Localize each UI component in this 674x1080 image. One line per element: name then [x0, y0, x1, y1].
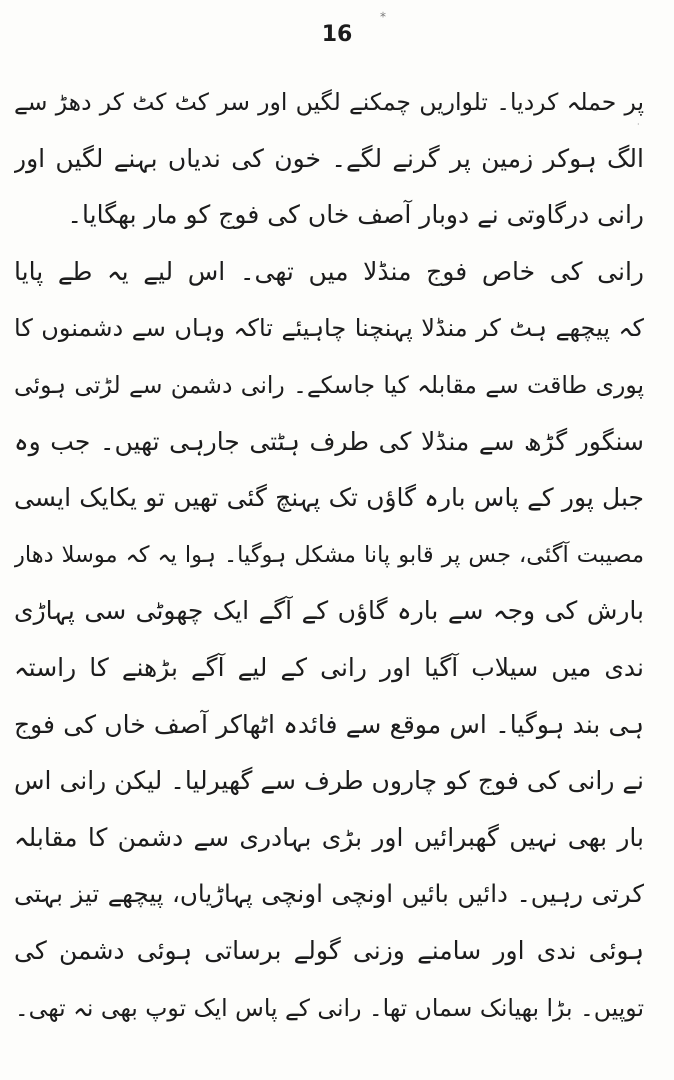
page-number: 16	[321, 22, 353, 47]
text-line: پوری طاقت سے مقابلہ کیا جاسکے۔ رانی دشمن سے لڑتی ہوئی	[14, 370, 644, 399]
text-line: بارش کی وجہ سے بارہ گاؤں کے آگے ایک چھوٹی سی پہاڑی	[14, 596, 644, 626]
text-line: پر حملہ کردیا۔ تلواریں چمکنے لگیں اور سر کٹ کٹ کر دھڑ سے	[14, 88, 644, 116]
text-line: رانی کی خاص فوج منڈلا میں تھی۔ اس لیے یہ طے پایا	[14, 256, 644, 286]
text-line: سنگور گڑھ سے منڈلا کی طرف ہٹتی جارہی تھیں۔ جب وہ	[14, 426, 644, 456]
text-line: الگ ہوکر زمین پر گرنے لگے۔ خون کی ندیاں بہنے لگیں اور	[14, 143, 644, 173]
text-line: نے رانی کی فوج کو چاروں طرف سے گھیرلیا۔ لیکن رانی اس	[14, 766, 644, 796]
text-line: رانی درگاوتی نے دوبار آصف خاں کی فوج کو مار بھگایا۔	[67, 200, 644, 230]
print-speck: ⁎	[380, 6, 386, 20]
print-speck: ·	[637, 120, 640, 129]
text-line: ہی بند ہوگیا۔ اس موقع سے فائدہ اٹھاکر آصف خاں کی فوج	[14, 709, 644, 739]
text-line: ندی میں سیلاب آگیا اور رانی کے لیے آگے بڑھنے کا راستہ	[14, 652, 644, 682]
body-text	[14, 74, 644, 1036]
text-line: جبل پور کے پاس بارہ گاؤں تک پہنچ گئی تھیں تو یکایک ایسی	[14, 483, 644, 513]
text-line: مصیبت آگئی، جس پر قابو پانا مشکل ہوگیا۔ ہوا یہ کہ موسلا دھار	[14, 541, 644, 568]
text-line: بار بھی نہیں گھبرائیں اور بڑی بہادری سے دشمن کا مقابلہ	[14, 822, 644, 852]
text-line: توپیں۔ بڑا بھیانک سماں تھا۔ رانی کے پاس ایک توپ بھی نہ تھی۔	[14, 993, 644, 1022]
text-line: کرتی رہیں۔ دائیں بائیں اونچی اونچی پہاڑیاں، پیچھے تیز بہتی	[14, 879, 644, 909]
text-line: ہوئی ندی اور سامنے وزنی گولے برساتی ہوئی دشمن کی	[14, 935, 644, 965]
text-line: کہ پیچھے ہٹ کر منڈلا پہنچنا چاہیئے تاکہ وہاں سے دشمنوں کا	[14, 314, 644, 343]
